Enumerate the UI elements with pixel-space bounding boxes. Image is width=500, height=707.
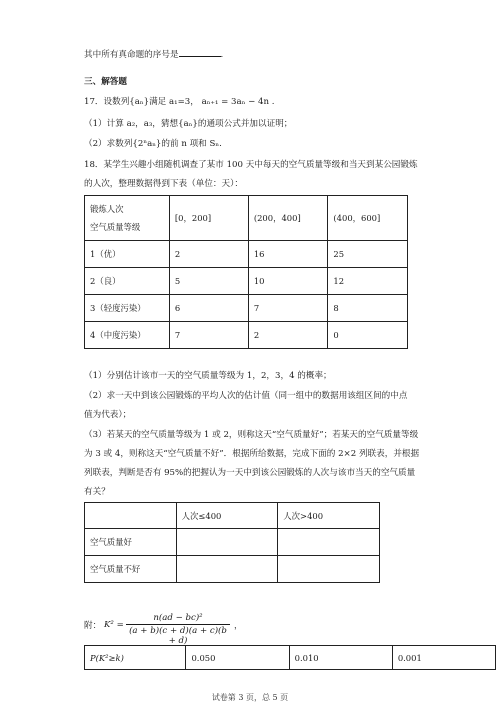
row-label: 3（轻度污染）: [85, 295, 170, 322]
corner-top-label: 锻炼人次: [90, 204, 124, 214]
table-row: [85, 241, 408, 268]
contingency-table: [84, 502, 380, 583]
column-header: [0，200]: [169, 196, 248, 241]
table-cell: 0.010: [289, 646, 392, 670]
formula-denominator: (a + b)(c + d)(a + c)(b + d): [129, 626, 227, 646]
formula-prefix: 附：: [84, 621, 102, 631]
fraction-bar: [126, 624, 230, 625]
previous-question-tail: 其中所有真命题的序号是 .: [84, 47, 223, 61]
q18-stem-line2: 的人次，整理数据得到下表（单位：天）：: [84, 179, 243, 189]
answer-blank[interactable]: [179, 47, 221, 57]
q17-part2: （2）求数列{2ⁿaₙ}的前 n 项和 Sₙ.: [84, 139, 222, 149]
q18-part3-line2: 为 3 或 4，则称这天“空气质量不好”．根据所给数据，完成下面的 2×2 列联表，并根据: [84, 449, 420, 459]
table-cell: 2: [248, 322, 328, 349]
table-cell: 12: [328, 268, 408, 295]
table-cell: 0: [328, 322, 408, 349]
table-cell: 8: [328, 295, 408, 322]
q18-stem-line1: 18．某学生兴趣小组随机调查了某市 100 天中每天的空气质量等级和当天到某公园锻炼: [84, 160, 418, 170]
survey-table-corner-cell: [85, 196, 170, 241]
table-cell: 0.050: [186, 646, 289, 670]
column-header: (400，600]: [328, 196, 408, 241]
section-title: 三、解答题: [84, 77, 127, 87]
table-cell: 7: [248, 295, 328, 322]
table-row: [85, 295, 408, 322]
row-label: 4（中度污染）: [85, 322, 170, 349]
table-cell[interactable]: [278, 556, 380, 583]
survey-table-header-row: [85, 196, 408, 241]
column-header: (200，400]: [248, 196, 328, 241]
table-row: [85, 556, 380, 583]
row-label: 空气质量好: [85, 529, 177, 556]
column-header: 人次≤400: [176, 503, 278, 529]
table-cell: 6: [169, 295, 248, 322]
row-label: 2（良）: [85, 268, 170, 295]
row-label: 1（优）: [85, 241, 170, 268]
table-cell[interactable]: [176, 556, 278, 583]
q18-part2-line2: 值为代表）；: [84, 410, 132, 420]
formula-lhs: K² =: [104, 620, 124, 630]
table-cell: 10: [248, 268, 328, 295]
table-cell: 2: [169, 241, 248, 268]
table-cell: 16: [248, 241, 328, 268]
q18-part1: （1）分别估计该市一天的空气质量等级为 1，2，3，4 的概率；: [84, 371, 332, 381]
formula-suffix: ，: [234, 621, 243, 631]
table-row: [85, 322, 408, 349]
table-row: [85, 646, 496, 670]
table-row: [85, 529, 380, 556]
page-footer: 试卷第 3 页，总 5 页: [211, 693, 289, 702]
q18-part3-line1: （3）若某天的空气质量等级为 1 或 2，则称这天“空气质量好”；若某天的空气质量等级: [84, 430, 419, 440]
row-label: 空气质量不好: [85, 556, 177, 583]
q17-part1: （1）计算 a₂，a₃，猜想{aₙ}的通项公式并加以证明；: [84, 119, 293, 129]
table-row: [85, 503, 380, 529]
table-cell: P(K²≥k): [85, 646, 186, 670]
q18-part3-line4: 有关？: [84, 487, 110, 497]
survey-table: [84, 195, 408, 349]
table-row: [85, 268, 408, 295]
table-cell: 7: [169, 322, 248, 349]
q17-stem: 17．设数列{aₙ}满足 a₁=3， aₙ₊₁ = 3aₙ − 4n .: [84, 97, 275, 107]
q18-part2-line1: （2）求一天中到该公园锻炼的平均人次的估计值（同一组中的数据用该组区间的中点: [84, 391, 408, 401]
formula-numerator: n(ad − bc)²: [153, 613, 203, 623]
table-cell: 25: [328, 241, 408, 268]
table-cell: 5: [169, 268, 248, 295]
table-cell[interactable]: [176, 529, 278, 556]
table-cell: 0.001: [392, 646, 495, 670]
table-cell[interactable]: [85, 503, 177, 529]
table-cell[interactable]: [278, 529, 380, 556]
corner-bottom-label: 空气质量等级: [90, 222, 141, 232]
column-header: 人次>400: [278, 503, 380, 529]
critical-value-table: [84, 645, 496, 670]
q18-part3-line3: 列联表，判断是否有 95%的把握认为一天中到该公园锻炼的人次与该市当天的空气质量: [84, 468, 416, 478]
